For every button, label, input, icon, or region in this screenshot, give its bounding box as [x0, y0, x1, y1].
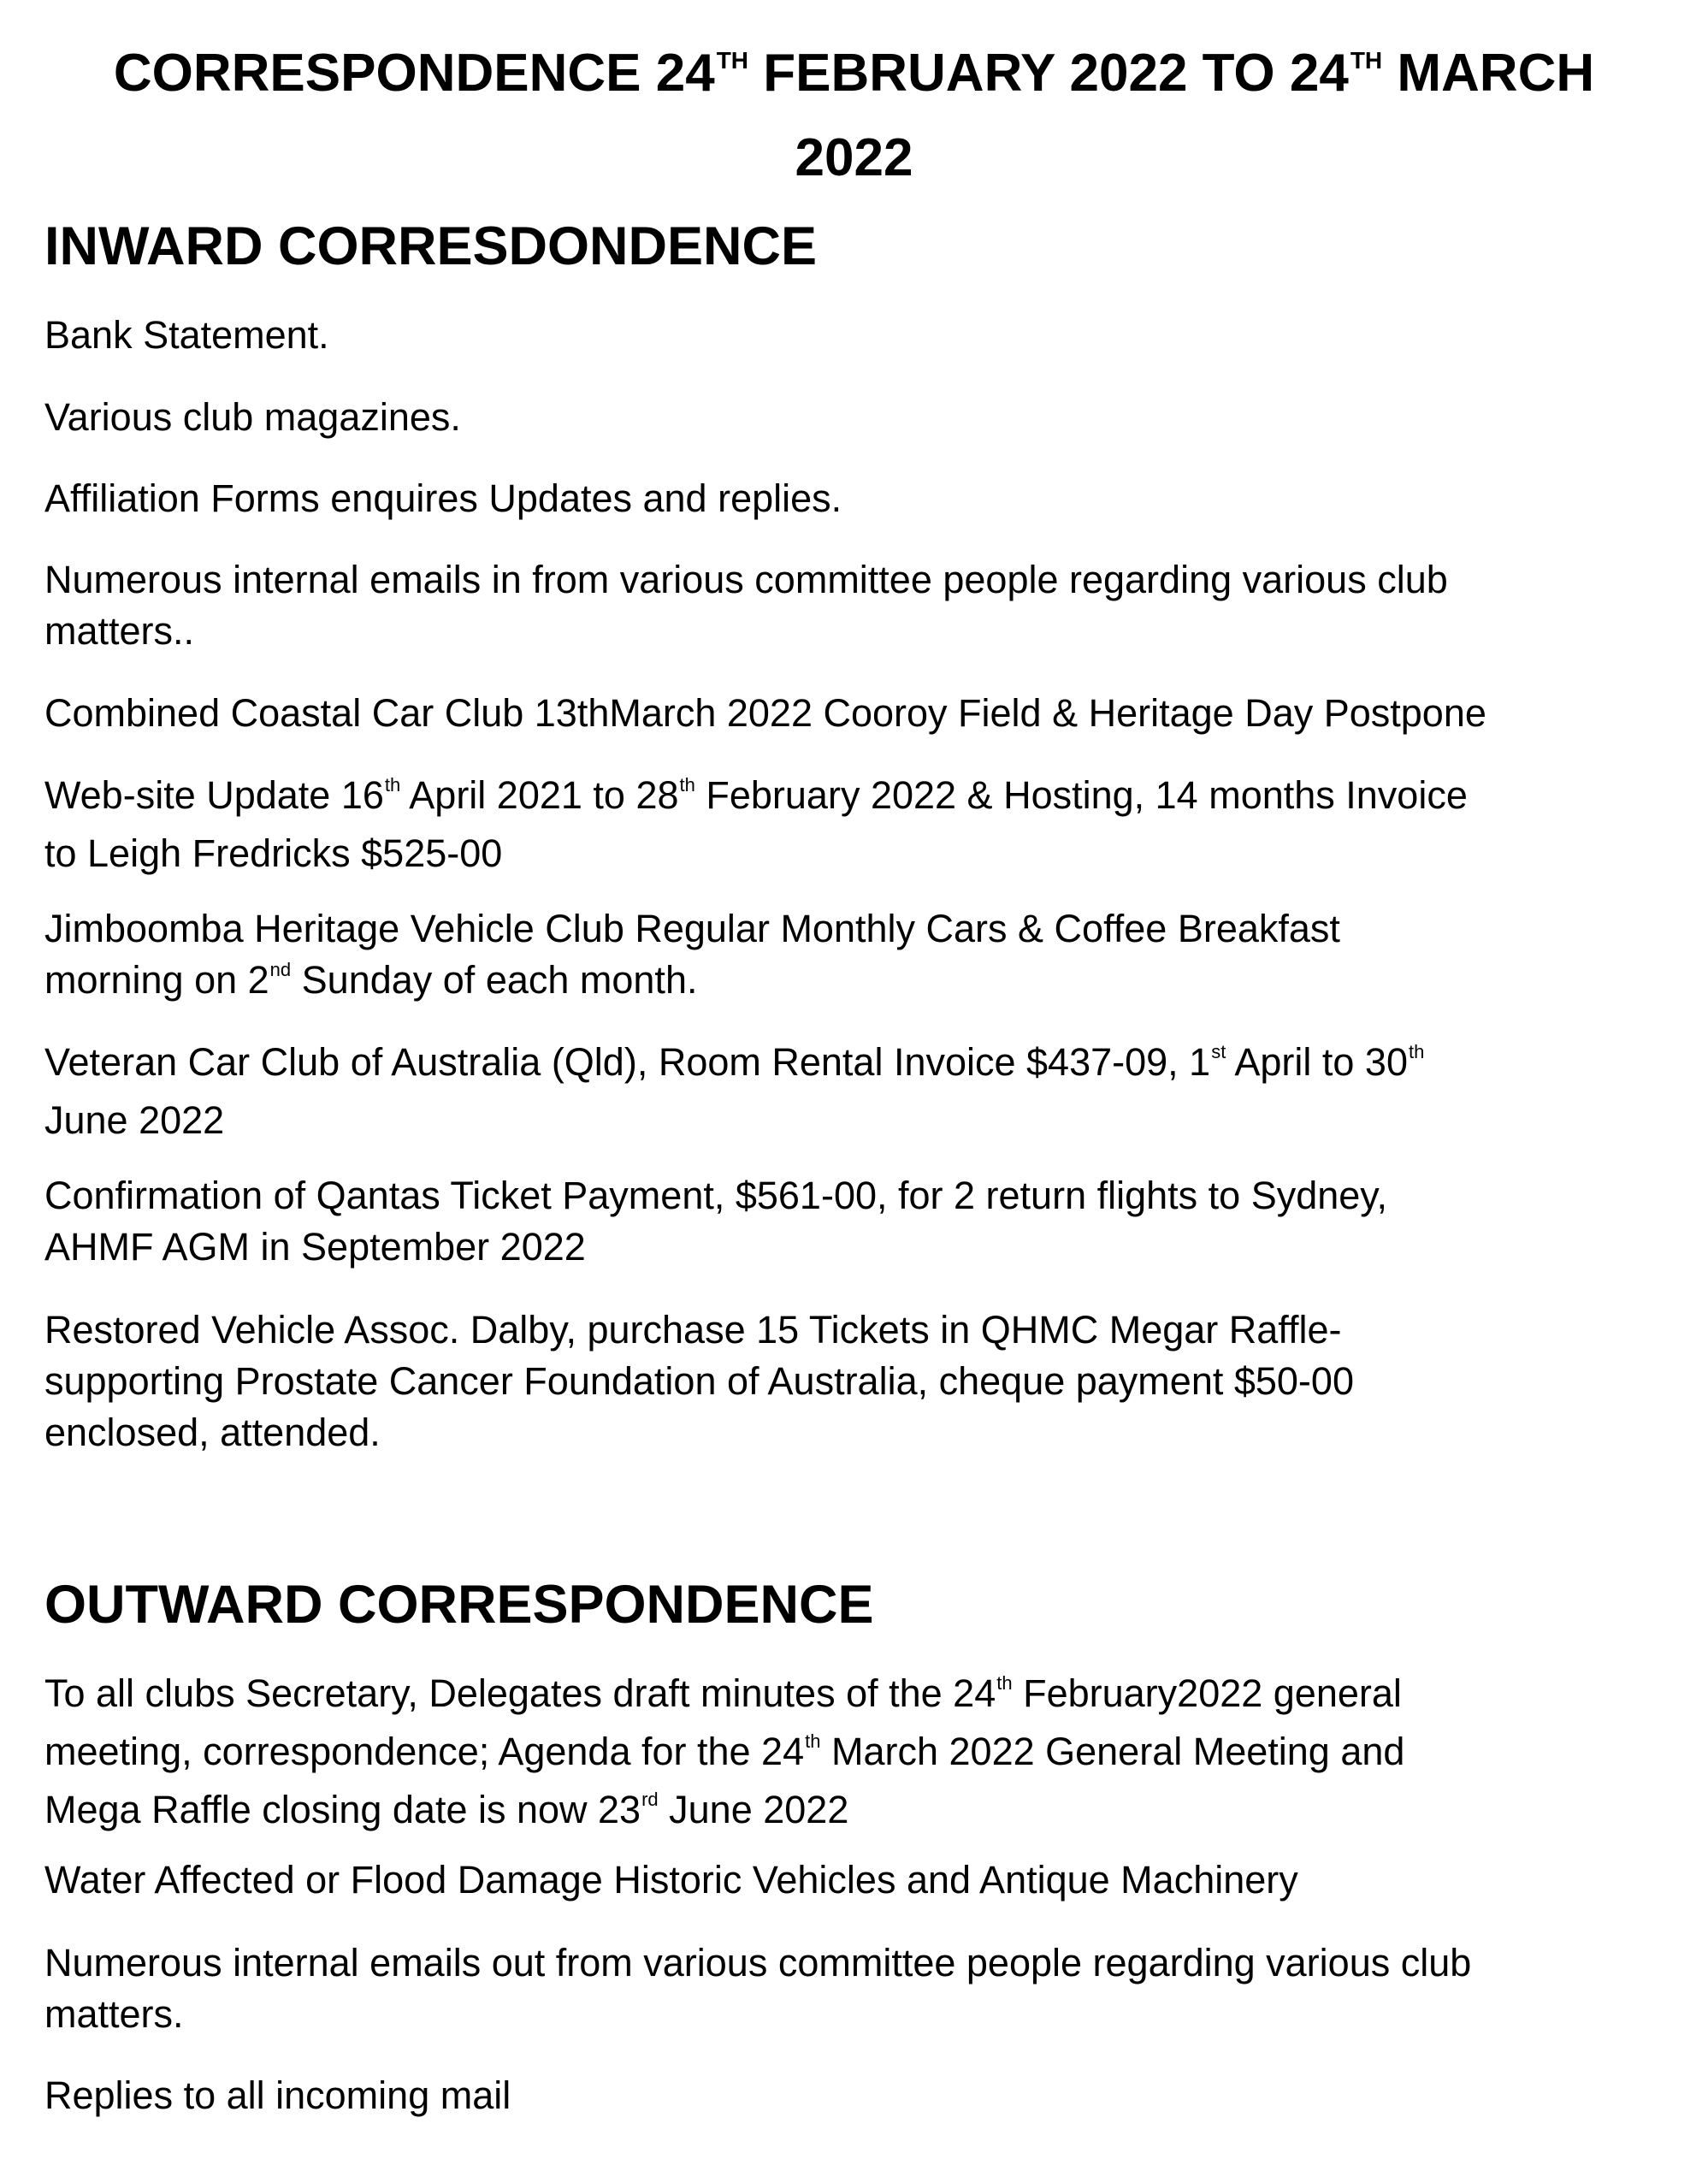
inward-item: Affiliation Forms enquires Updates and replies.: [44, 476, 842, 520]
outward-item: Replies to all incoming mail: [44, 2073, 511, 2117]
outward-item: To all clubs Secretary, Delegates draft minutes of the 24th February2022 general meeting, correspondence; Agenda for the 24th March 2022 General Meeting and Mega Raffle closing date is now 23rd June 2022: [44, 1671, 1405, 1831]
outward-item: Water Affected or Flood Damage Historic Vehicles and Antique Machinery: [44, 1858, 1298, 1902]
inward-item: Various club magazines.: [44, 395, 461, 439]
inward-item: Jimboomba Heritage Vehicle Club Regular Monthly Cars & Coffee Breakfast morning on 2nd Sunday of each month.: [44, 907, 1340, 1002]
inward-item: Restored Vehicle Assoc. Dalby, purchase 15 Tickets in QHMC Megar Raffle- supporting Prostate Cancer Foundation of Australia, cheque payment $50-00 enclosed, attended.: [44, 1308, 1354, 1454]
inward-item: Veteran Car Club of Australia (Qld), Room Rental Invoice $437-09, 1st April to 30th June 2022: [44, 1040, 1425, 1142]
inward-item: Confirmation of Qantas Ticket Payment, $561-00, for 2 return flights to Sydney, AHMF AGM in September 2022: [44, 1174, 1387, 1269]
outward-heading: OUTWARD CORRESPONDENCE: [44, 1575, 874, 1635]
inward-heading: INWARD CORRESDONDENCE: [44, 216, 818, 276]
title-line-1: CORRESPONDENCE 24TH FEBRUARY 2022 TO 24TH MARCH: [113, 44, 1595, 103]
inward-item: Bank Statement.: [44, 313, 329, 357]
page-title: [34, 36, 1674, 196]
outward-item: Numerous internal emails out from various committee people regarding various club matters.: [44, 1941, 1472, 2036]
inward-item: Web-site Update 16th April 2021 to 28th February 2022 & Hosting, 14 months Invoice to Leigh Fredricks $525-00: [44, 773, 1468, 875]
inward-item: Combined Coastal Car Club 13thMarch 2022 Cooroy Field & Heritage Day Postpone: [44, 691, 1486, 735]
inward-item: Numerous internal emails in from various committee people regarding various club matters..: [44, 558, 1448, 653]
title-line-2: 2022: [795, 128, 913, 187]
